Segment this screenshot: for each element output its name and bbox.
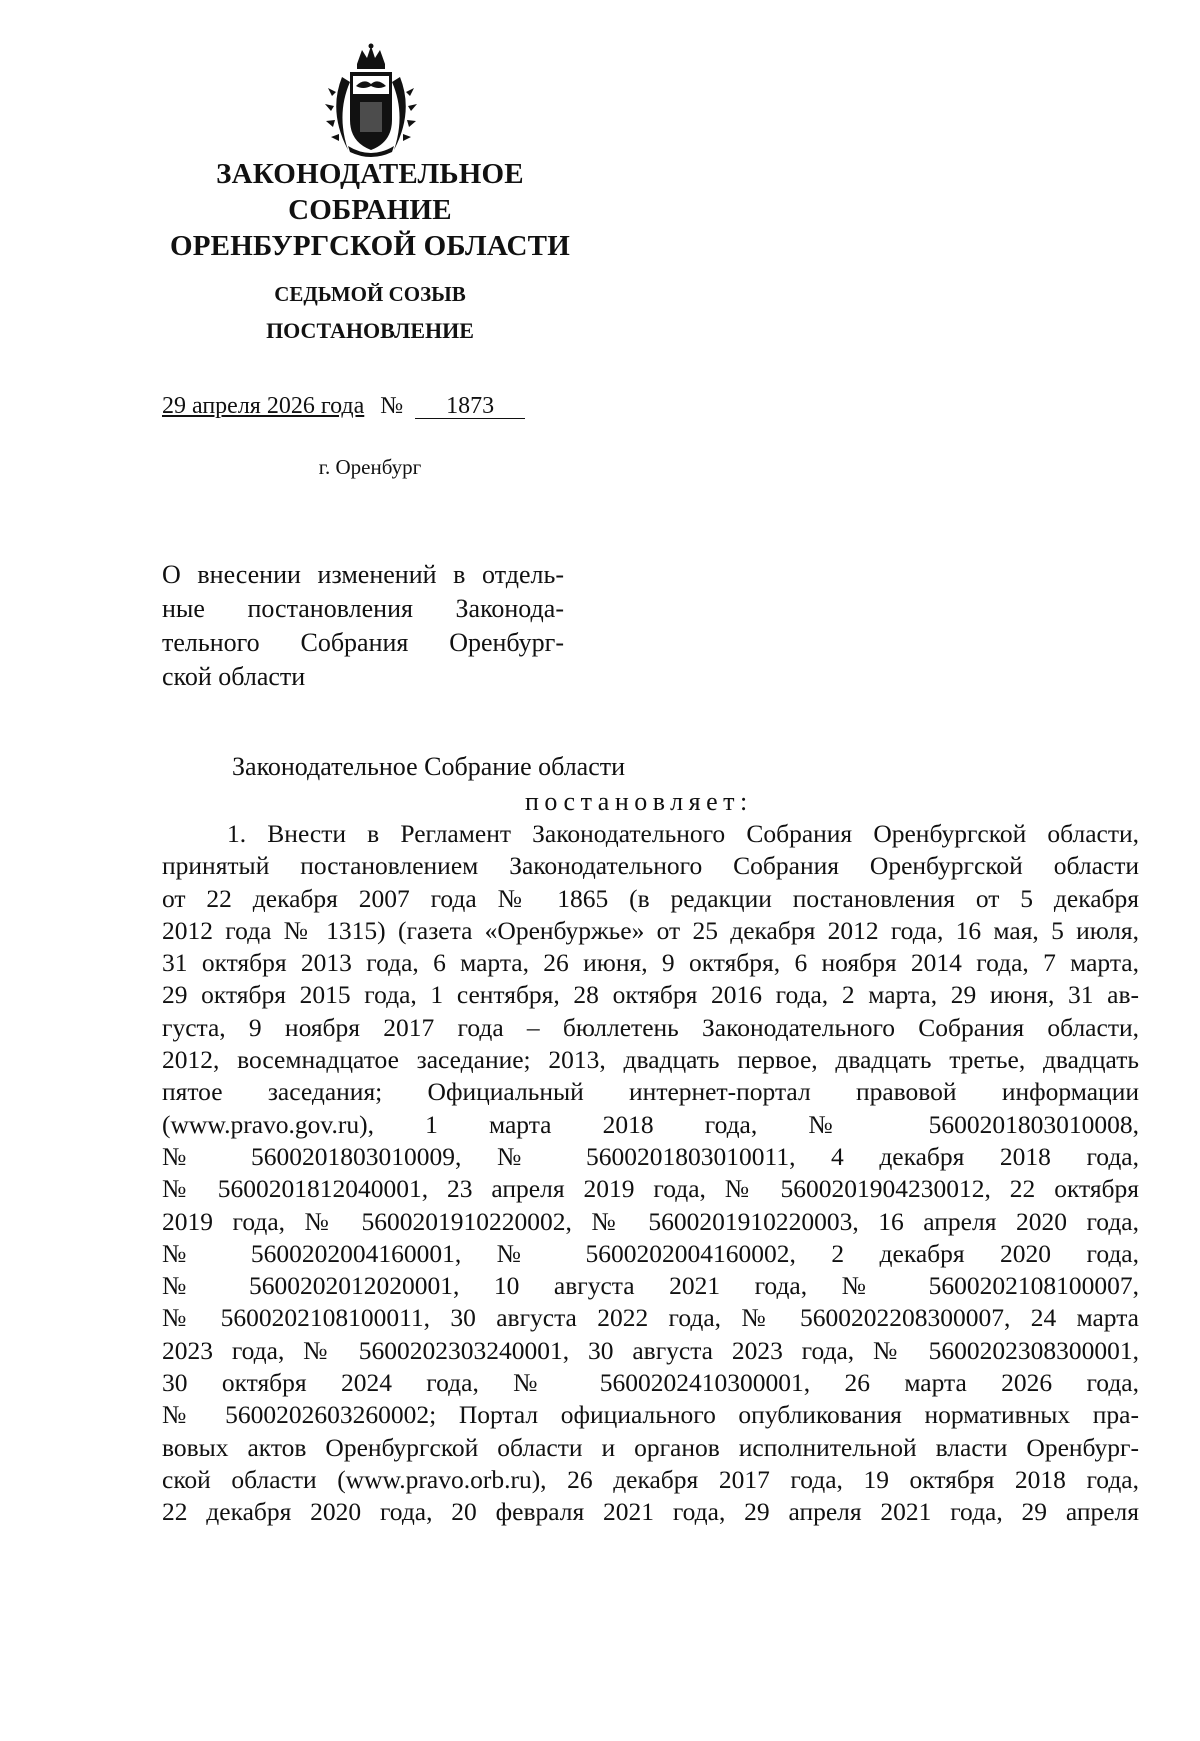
- body-line: пятое заседания; Официальный интернет-портал правовой информации: [162, 1077, 1139, 1107]
- body-line: густа, 9 ноября 2017 года – бюллетень Законодательного Собрания области,: [162, 1012, 1139, 1042]
- body-line: № 5600202004160001, № 5600202004160002, 2 декабря 2020 года,: [162, 1238, 1139, 1268]
- body-line: 22 декабря 2020 года, 20 февраля 2021 года, 29 апреля 2021 года, 29 апреля: [162, 1497, 1139, 1527]
- number-sign: №: [380, 393, 404, 419]
- title-line: О внесении изменений в отдель-: [162, 560, 564, 589]
- date-number-row: [162, 393, 525, 420]
- body-line: 29 октября 2015 года, 1 сентября, 28 октября 2016 года, 2 марта, 29 июня, 31 ав-: [162, 980, 1139, 1010]
- document-date: 29 апреля 2026 года: [162, 393, 365, 419]
- document-type: ПОСТАНОВЛЕНИЕ: [266, 318, 474, 343]
- document-number: 1873: [415, 394, 525, 419]
- coat-of-arms-icon: [322, 42, 420, 160]
- body-line: № 5600202108100011, 30 августа 2022 года, № 5600202208300007, 24 марта: [162, 1303, 1139, 1333]
- body-line: 2012, восемнадцатое заседание; 2013, двадцать первое, двадцать третье, двадцать: [162, 1045, 1139, 1075]
- preamble: Законодательное Собрание области: [232, 752, 626, 781]
- org-name-line-1: ЗАКОНОДАТЕЛЬНОЕ: [216, 158, 524, 190]
- body-line: № 5600202012020001, 10 августа 2021 года, № 5600202108100007,: [162, 1271, 1139, 1301]
- body-line: 1. Внести в Регламент Законодательного Собрания Оренбургской области,: [227, 819, 1139, 848]
- body-line: от 22 декабря 2007 года № 1865 (в редакции постановления от 5 декабря: [162, 883, 1139, 913]
- body-line: 2012 года № 1315) (газета «Оренбуржье» от 25 декабря 2012 года, 16 мая, 5 июля,: [162, 915, 1139, 945]
- body-line: № 5600201803010009, № 5600201803010011, 4 декабря 2018 года,: [162, 1141, 1139, 1171]
- body-line: 2019 года, № 5600201910220002, № 5600201910220003, 16 апреля 2020 года,: [162, 1206, 1139, 1236]
- org-name-line-3: ОРЕНБУРГСКОЙ ОБЛАСТИ: [170, 230, 570, 262]
- title-line: тельного Собрания Оренбург-: [162, 628, 564, 657]
- body-line: № 5600201812040001, 23 апреля 2019 года, № 5600201904230012, 22 октября: [162, 1174, 1139, 1204]
- resolves-word: постановляет:: [525, 787, 753, 816]
- body-line: 30 октября 2024 года, № 5600202410300001, 26 марта 2026 года,: [162, 1368, 1139, 1398]
- body-line: принятый постановлением Законодательного Собрания Оренбургской области: [162, 851, 1139, 881]
- title-line: ской области: [162, 662, 306, 691]
- body-line: вовых актов Оренбургской области и органов исполнительной власти Оренбург-: [162, 1432, 1139, 1462]
- body-line: 2023 года, № 5600202303240001, 30 августа 2023 года, № 5600202308300001,: [162, 1335, 1139, 1365]
- org-name-line-2: СОБРАНИЕ: [288, 194, 452, 226]
- body-line: (www.pravo.gov.ru), 1 марта 2018 года, № 5600201803010008,: [162, 1109, 1139, 1139]
- organization-name: [150, 156, 590, 264]
- document-title: [162, 558, 564, 694]
- body-line: ской области (www.pravo.orb.ru), 26 декабря 2017 года, 19 октября 2018 года,: [162, 1464, 1139, 1494]
- title-line: ные постановления Законода-: [162, 594, 564, 623]
- body-line: 31 октября 2013 года, 6 марта, 26 июня, 9 октября, 6 ноября 2014 года, 7 марта,: [162, 948, 1139, 978]
- body-text: [162, 818, 1139, 1529]
- city: г. Оренбург: [318, 455, 422, 479]
- body-line: № 5600202603260002; Портал официального опубликования нормативных пра-: [162, 1400, 1139, 1430]
- convocation: СЕДЬМОЙ СОЗЫВ: [274, 282, 466, 306]
